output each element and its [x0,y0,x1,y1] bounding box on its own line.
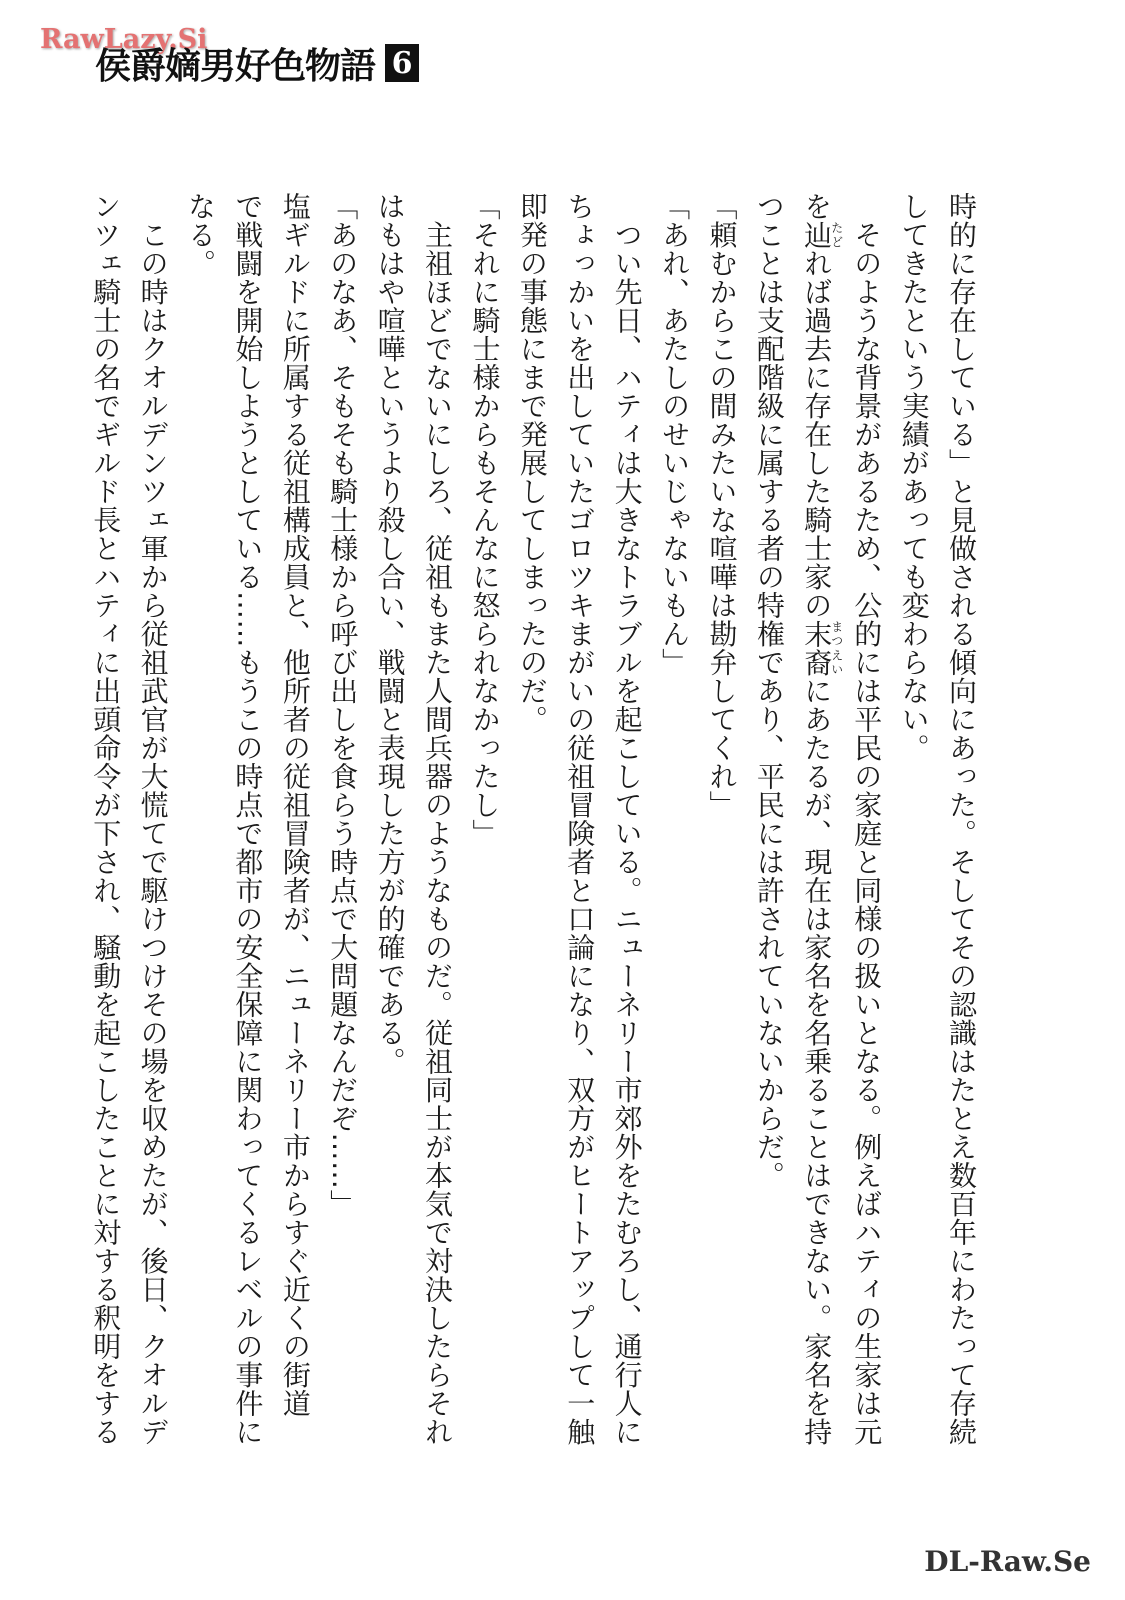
text-segment: 「あのなあ、そもそも騎士様から呼び出しを食らう時点で大問題なんだぞ……」 [326,192,360,1218]
ruby-word: 辿たど [800,220,844,249]
text-column [745,192,792,1427]
text-segment: 塩ギルドに所属する従祖構成員と、他所者の従祖冒険者が、ニューネリー市からすぐ近くの街道 [278,192,312,1418]
text-segment: にあたるが、現在は家名を名乗ることはできない。家名を持 [800,676,834,1446]
text-column [319,192,366,1427]
text-segment: してきたという実績があっても変わらない。 [897,192,931,762]
novel-body-text [82,192,985,1446]
text-segment: つことは支配階級に属する者の特権であり、平民には許されていないからだ。 [752,192,786,1190]
volume-badge: 6 [385,44,419,82]
text-column [651,192,698,1427]
text-column [271,192,318,1427]
watermark-top: RawLazy.Si [40,24,208,55]
text-segment: 時的に存在している」と見做される傾向にあった。そしてその認識はたとえ数百年にわたって存続 [945,192,978,1446]
text-column [82,192,129,1446]
text-segment: 主祖ほどでないにしろ、従祖もまた人間兵器のようなものだ。従祖同士が本気で対決したらそれ [421,192,455,1446]
text-column [698,192,745,1427]
text-column [129,192,176,1446]
book-title: 侯爵嫡男好色物語 [95,44,376,87]
text-segment: つい先日、ハティは大きなトラブルを起こしている。ニューネリー市郊外をたむろし、通行人に [610,192,644,1446]
text-segment: を [800,192,834,221]
text-segment: れば過去に存在した騎士家の [800,249,834,620]
text-segment: ンツェ騎士の名でギルド長とハティに出頭命令が下され、騒動を起こしたことに対する釈明をする [89,192,123,1446]
text-segment: 「あれ、あたしのせいじゃないもん」 [658,192,692,677]
text-segment: そのような背景があるため、公的には平民の家庭と同様の扱いとなる。例えばハティの生家は元 [850,192,884,1446]
text-column [890,192,937,1427]
text-segment: で戦闘を開始しようとしている……もうこの時点で都市の安全保障に関わってくるレベルの事件に [231,192,265,1446]
text-column [556,192,603,1446]
text-segment: はもはや喧嘩というより殺し合い、戦闘と表現した方が的確である。 [373,192,407,1076]
text-column [508,192,555,1427]
text-segment: ちょっかいを出していたゴロツキまがいの従祖冒険者と口論になり、双方がヒートアップして一触 [563,192,597,1446]
text-column [793,192,844,1446]
text-column [938,192,985,1446]
text-segment: 「頼むからこの間みたいな喧嘩は勘弁してくれ」 [705,192,739,819]
running-header [95,38,419,88]
text-segment: なる。 [184,192,217,278]
furigana: まつえい [829,619,844,677]
text-column [366,192,413,1427]
text-column [414,192,461,1446]
text-column [843,192,890,1446]
text-column [224,192,271,1446]
text-column [603,192,650,1446]
ruby-word: 末裔まつえい [800,619,844,677]
text-segment: この時はクオルデンツェ軍から従祖武官が大慌てで駆けつけその場を収めたが、後日、クオルデ [136,192,170,1446]
furigana: たど [829,220,844,249]
watermark-bottom: DL-Raw.Se [924,1545,1091,1578]
text-column [461,192,508,1427]
text-column [177,192,224,1427]
text-segment: 「それに騎士様からもそんなに怒られなかったし」 [468,192,502,848]
text-segment: 即発の事態にまで発展してしまったのだ。 [515,192,549,734]
